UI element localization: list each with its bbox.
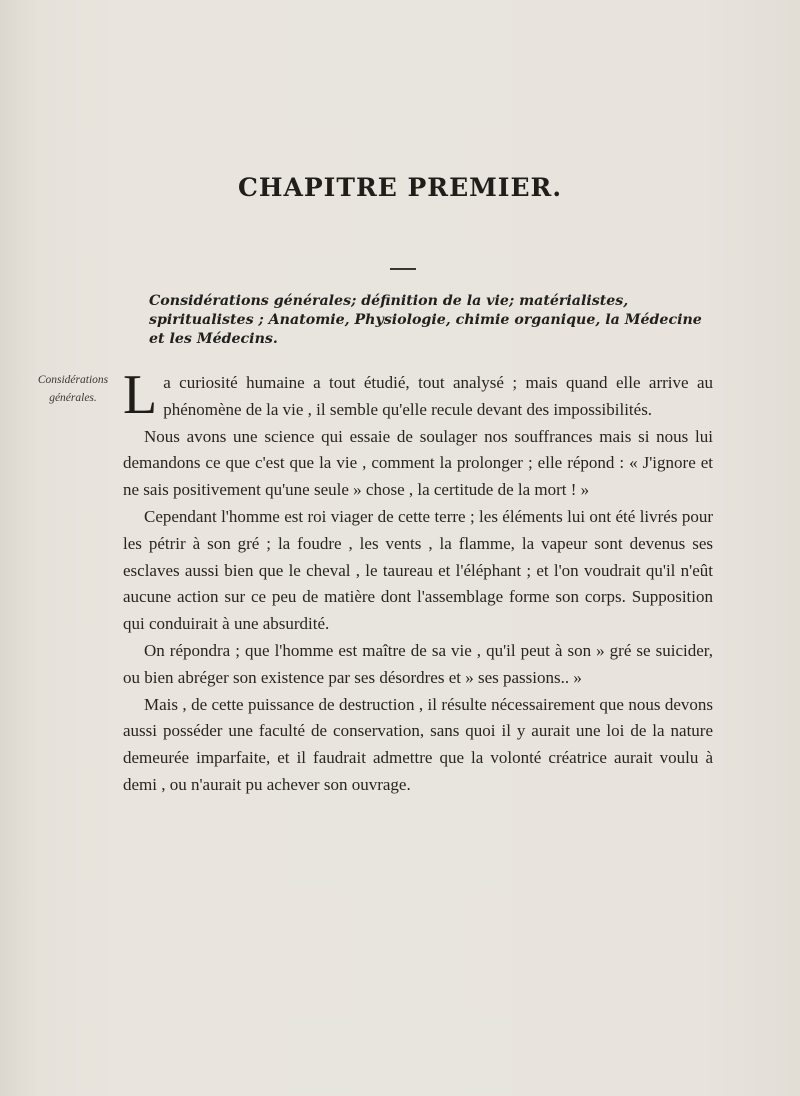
margin-note-line-2: générales. — [49, 392, 97, 404]
title-rule-divider — [390, 268, 416, 270]
paragraph-4: On répondra ; que l'homme est maître de sa vie , qu'il peut à son » gré se suicider, ou bien abréger son existence par ses désordres et » ses passions.. » — [123, 640, 713, 687]
paragraph-3: Cependant l'homme est roi viager de cette terre ; les éléments lui ont été livrés pour les pétrir à son gré ; la foudre , les vents , la flamme, la vapeur sont devenus ses esclaves aussi bien que le cheval , le taureau et l'éléphant ; et l'on voudrait qu'il n'eût aucune action sur ce peu de matière dont l'assemblage forme son corps. Supposition qui conduirait à une absurdité. — [123, 506, 713, 634]
paragraph-2: Nous avons une science qui essaie de soulager nos souffrances mais si nous lui demandons ce que c'est que la vie , comment la prolonger ; elle répond : « J'ignore et ne sais positivement qu'une seule » chose , la certitude de la mort ! » — [123, 426, 713, 500]
chapter-title: CHAPITRE PREMIER. — [237, 173, 563, 202]
margin-note — [33, 371, 113, 407]
chapter-summary: Considérations générales; définition de la vie; matérialistes, spiritualistes ; Anatomie, Physiologie, chimie organique, la Médecine et les Médecins. — [149, 293, 702, 347]
paragraph-1 — [123, 364, 713, 426]
paragraph-5: Mais , de cette puissance de destruction , il résulte nécessairement que nous devons aussi posséder une faculté de conservation, sans quoi il y aurait une loi de la nature demeurée imparfaite, et il faudrait admettre que la volonté créatrice aurait voulu à demi , ou n'aurait pu achever son ouvrage. — [123, 694, 713, 794]
body-text — [123, 364, 713, 799]
paragraph-1-text: a curiosité humaine a tout étudié, tout analysé ; mais quand elle arrive au phénomène de la vie , il semble qu'elle recule devant des impossibilités. — [163, 373, 713, 419]
margin-note-line-1: Considérations — [37, 374, 109, 386]
drop-cap: L — [123, 364, 158, 426]
